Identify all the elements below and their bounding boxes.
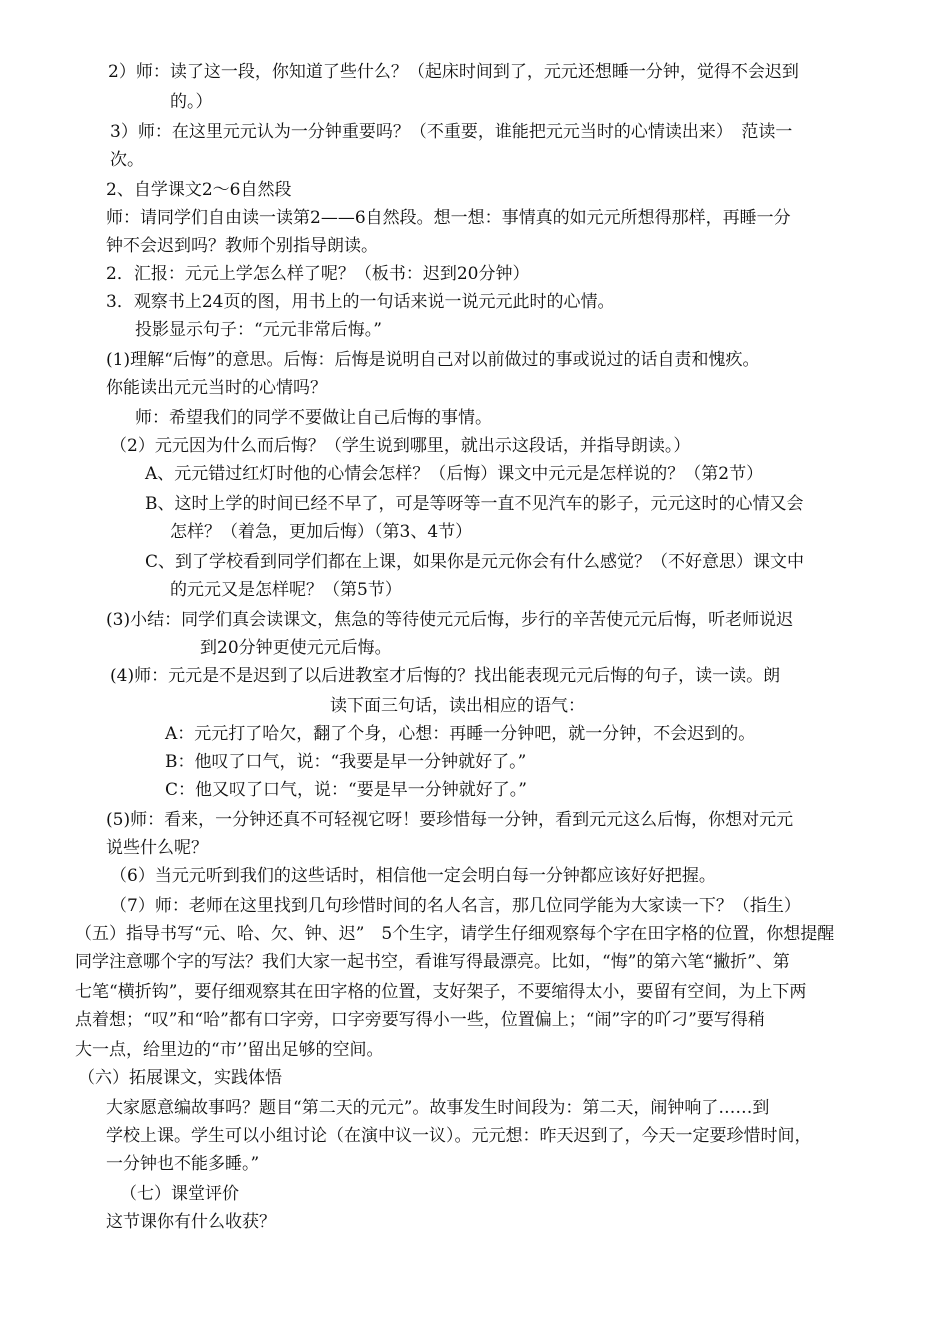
text-line-35: 大一点，给里边的“市’’留出足够的空间。	[75, 1040, 384, 1060]
text-line-11: (1)理解“后悔”的意思。后悔：后悔是说明自己对以前做过的事或说过的话自责和愧疚。	[106, 350, 760, 370]
text-line-22: (4)师：元元是不是迟到了以后进教室才后悔的？找出能表现元元后悔的句子，读一读。朗	[110, 666, 781, 686]
text-line-41: 这节课你有什么收获？	[106, 1212, 276, 1232]
text-line-27: (5)师：看来，一分钟还真不可轻视它呀！要珍惜每一分钟，看到元元这么后悔，你想对元元	[106, 810, 794, 830]
text-line-1: 2）师：读了这一段，你知道了些什么？（起床时间到了，元元还想睡一分钟，觉得不会迟到	[108, 62, 799, 82]
text-line-34: 点着想；“叹”和“哈”都有口字旁，口字旁要写得小一些，位置偏上；“闹”字的吖刁”要写得稍	[75, 1010, 765, 1030]
text-line-8: 2．汇报：元元上学怎么样了呢？（板书：迟到20分钟）	[106, 264, 530, 284]
text-line-2: 的。）	[170, 92, 213, 112]
text-line-16: B、这时上学的时间已经不早了，可是等呀等一直不见汽车的影子，元元这时的心情又会	[145, 494, 804, 514]
text-line-40: （七）课堂评价	[120, 1184, 239, 1204]
text-line-13: 师：希望我们的同学不要做让自己后悔的事情。	[135, 408, 492, 428]
text-line-3: 3）师：在这里元元认为一分钟重要吗？（不重要，谁能把元元当时的心情读出来） 范读一	[110, 122, 793, 142]
text-line-24: A：元元打了哈欠，翻了个身，心想：再睡一分钟吧，就一分钟，不会迟到的。	[165, 724, 756, 744]
text-line-15: A、元元错过红灯时他的心情会怎样？（后悔）课文中元元是怎样说的？（第2节）	[145, 464, 764, 484]
text-line-39: 一分钟也不能多睡。”	[106, 1154, 260, 1174]
text-line-5: 2、自学课文2～6自然段	[106, 180, 292, 200]
text-line-20: (3)小结：同学们真会读课文，焦急的等待使元元后悔，步行的辛苦使元元后悔，听老师说迟	[106, 610, 794, 630]
text-line-38: 学校上课。学生可以小组讨论（在演中议一议）。元元想：昨天迟到了，今天一定要珍惜时间，	[106, 1126, 812, 1146]
text-line-6: 师：请同学们自由读一读第2——6自然段。想一想：事情真的如元元所想得那样，再睡一分	[106, 208, 791, 228]
text-line-37: 大家愿意编故事吗？题目“第二天的元元”。故事发生时间段为：第二天，闹钟响了……到	[106, 1098, 770, 1118]
text-line-21: 到20分钟更使元元后悔。	[200, 638, 392, 658]
text-line-14: （2）元元因为什么而后悔？（学生说到哪里，就出示这段话，并指导朗读。）	[110, 436, 691, 456]
text-line-31: （五）指导书写“元、哈、欠、钟、迟” 5个生字，请学生仔细观察每个字在田字格的位置，你想提醒	[75, 924, 835, 944]
text-line-4: 次。	[110, 150, 144, 170]
text-line-23: 读下面三句话，读出相应的语气：	[330, 696, 585, 716]
text-line-25: B：他叹了口气，说：“我要是早一分钟就好了。”	[165, 752, 527, 772]
text-line-12: 你能读出元元当时的心情吗？	[106, 378, 327, 398]
text-line-36: （六）拓展课文，实践体悟	[78, 1068, 282, 1088]
text-line-28: 说些什么呢？	[106, 838, 208, 858]
text-line-26: C：他又叹了口气，说：“要是早一分钟就好了。”	[165, 780, 527, 800]
text-line-33: 七笔“横折钩”，要仔细观察其在田字格的位置，支好架子，不要缩得太小，要留有空间，为上下两	[75, 982, 807, 1002]
text-line-29: （6）当元元听到我们的这些话时，相信他一定会明白每一分钟都应该好好把握。	[110, 866, 716, 886]
text-line-7: 钟不会迟到吗？教师个别指导朗读。	[106, 236, 378, 256]
text-line-18: C、到了学校看到同学们都在上课，如果你是元元你会有什么感觉？（不好意思）课文中	[145, 552, 805, 572]
text-line-30: （7）师：老师在这里找到几句珍惜时间的名人名言，那几位同学能为大家读一下？（指生）	[110, 896, 801, 916]
text-line-19: 的元元又是怎样呢？（第5节）	[170, 580, 402, 600]
text-line-32: 同学注意哪个字的写法？我们大家一起书空，看谁写得最漂亮。比如，“悔”的第六笔“撇折”、第	[75, 952, 790, 972]
text-line-9: 3．观察书上24页的图，用书上的一句话来说一说元元此时的心情。	[106, 292, 615, 312]
text-line-17: 怎样？（着急，更加后悔）（第3、4节）	[170, 522, 473, 542]
text-line-10: 投影显示句子：“元元非常后悔。”	[135, 320, 382, 340]
